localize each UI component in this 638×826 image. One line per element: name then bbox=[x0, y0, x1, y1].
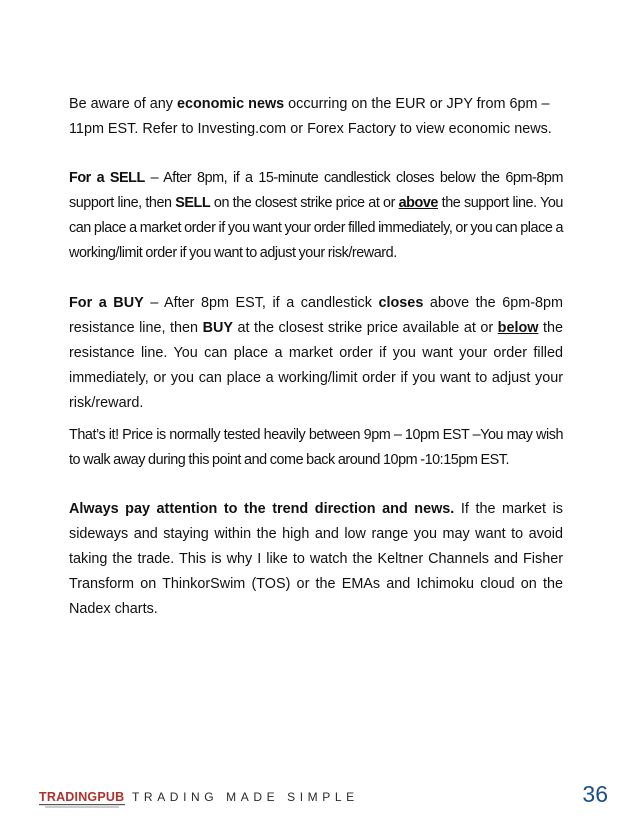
footer-tagline: TRADING MADE SIMPLE bbox=[132, 790, 359, 804]
paragraph-trend-direction: Always pay attention to the trend direction and news. If the market is sideways and staying within the high and low range you may want to avoid taking the trade. This is why I like to watch the Keltner Channels and Fisher Transform on ThinkorSwim (TOS) or the EMAs and Ichimoku cloud on the Nadex charts. bbox=[69, 501, 563, 617]
logo-underline bbox=[39, 804, 125, 805]
tradingpub-logo bbox=[39, 788, 129, 810]
page-number: 36 bbox=[582, 781, 608, 807]
paragraph-economic-news: Be aware of any economic news occurring on the EUR or JPY from 6pm – 11pm EST. Refer to Investing.com or Forex Factory to view economic news. bbox=[69, 96, 552, 137]
page-footer bbox=[0, 780, 638, 816]
paragraph-buy: For a BUY – After 8pm EST, if a candlestick closes above the 6pm-8pm resistance line, then BUY at the closest strike price available at or below the resistance line. You can place a market order if you want your order filled immediately, or you can place a working/limit order if you want to adjust your risk/reward. bbox=[69, 295, 563, 411]
logo-text: TRADINGPUB bbox=[39, 790, 125, 804]
paragraph-sell: For a SELL – After 8pm, if a 15-minute candlestick closes below the 6pm-8pm support line, then SELL on the closest strike price at or above the support line. You can place a market order if you want your order filled immediately, or you can place a working/limit order if you want to adjust your risk/reward. bbox=[69, 170, 563, 261]
logo-subtext-line bbox=[45, 807, 119, 808]
document-body bbox=[69, 92, 563, 622]
paragraph-thats-it: That’s it! Price is normally tested heavily between 9pm – 10pm EST –You may wish to walk away during this point and come back around 10pm -10:15pm EST. bbox=[69, 427, 563, 468]
